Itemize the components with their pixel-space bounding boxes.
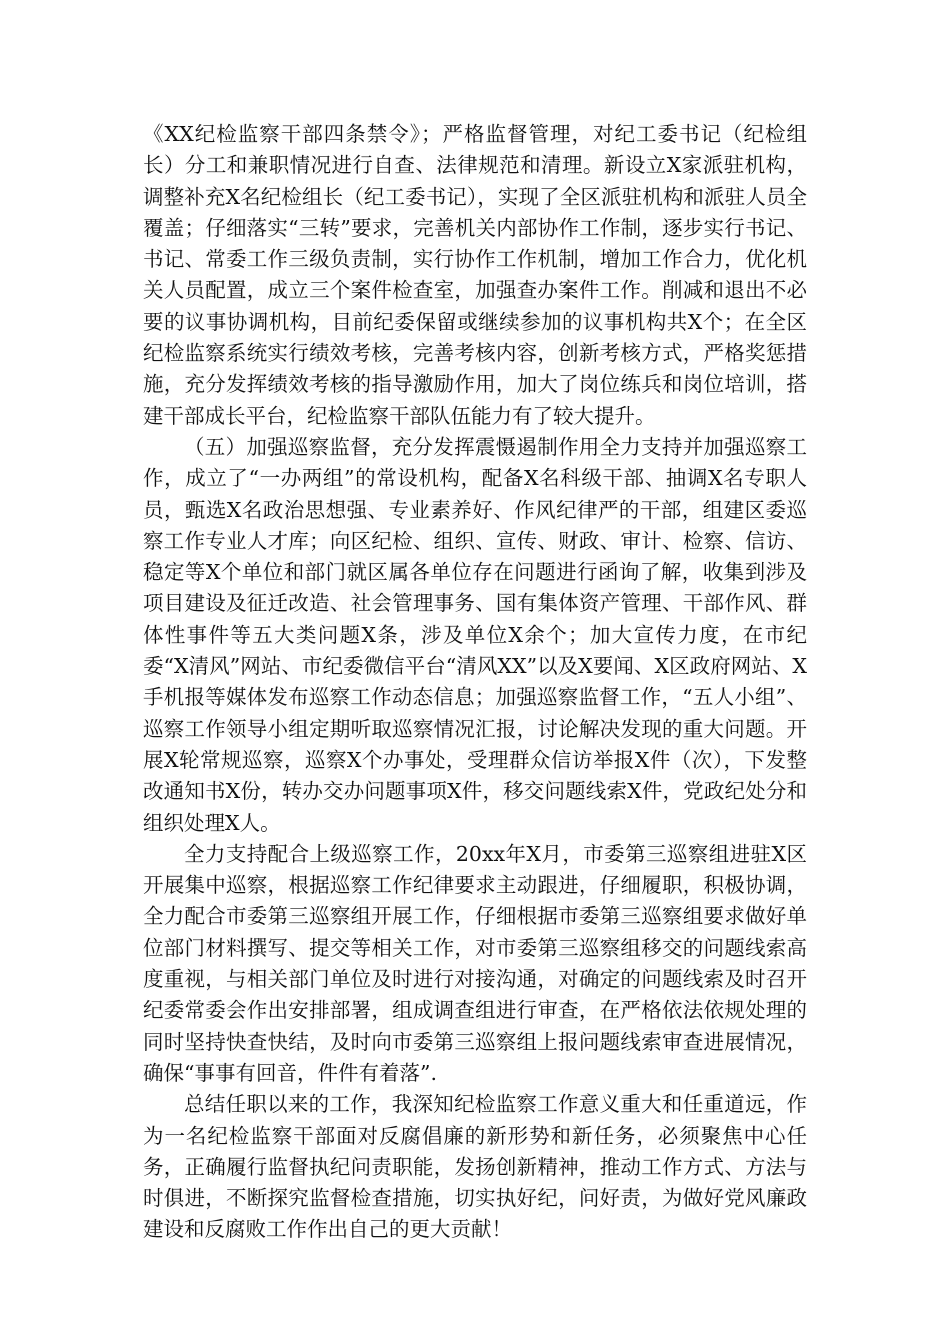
- paragraph-inspection-supervision: （五）加强巡察监督，充分发挥震慑遏制作用全力支持并加强巡察工作，成立了“一办两组”的常设机构，配备X名科级干部、抽调X名专职人员，甄选X名政治思想强、专业素养好、作风纪律严的干部，组建区委巡察工作专业人才库；向区纪检、组织、宣传、财政、审计、检察、信访、稳定等X个单位和部门就区属各单位存在问题进行函询了解，收集到涉及项目建设及征迁改造、社会管理事务、国有集体资产管理、干部作风、群体性事件等五大类问题X条，涉及单位X余个；加大宣传力度，在市纪委“X清风”网站、市纪委微信平台“清风XX”以及X要闻、X区政府网站、X手机报等媒体发布巡察工作动态信息；加强巡察监督工作，“五人小组”、巡察工作领导小组定期听取巡察情况汇报，讨论解决发现的重大问题。开展X轮常规巡察，巡察X个办事处，受理群众信访举报X件（次），下发整改通知书X份，转办交办问题事项X件，移交问题线索X件，党政纪处分和组织处理X人。: [143, 434, 807, 835]
- paragraph-summary: 总结任职以来的工作，我深知纪检监察工作意义重大和任重道远，作为一名纪检监察干部面对反腐倡廉的新形势和新任务，必须聚焦中心任务，正确履行监督执纪问责职能，发扬创新精神，推动工作方式、方法与时俱进，不断探究监督检查措施，切实执好纪，问好责，为做好党风廉政建设和反腐败工作作出自己的更大贡献！: [143, 1092, 807, 1242]
- document-body: [143, 119, 807, 1246]
- paragraph-support-superior-inspection: 全力支持配合上级巡察工作，20xx年X月，市委第三巡察组进驻X区开展集中巡察，根据巡察工作纪律要求主动跟进，仔细履职，积极协调，全力配合市委第三巡察组开展工作，仔细根据市委第三巡察组要求做好单位部门材料撰写、提交等相关工作，对市委第三巡察组移交的问题线索高度重视，与相关部门单位及时进行对接沟通，对确定的问题线索及时召开纪委常委会作出安排部署，组成调查组进行审查，在严格依法依规处理的同时坚持快查快结，及时向市委第三巡察组上报问题线索审查进展情况，确保“事事有回音，件件有着落”.: [143, 841, 807, 1085]
- paragraph-continuation: 《XX纪检监察干部四条禁令》；严格监督管理，对纪工委书记（纪检组长）分工和兼职情况进行自查、法律规范和清理。新设立X家派驻机构，调整补充X名纪检组长（纪工委书记），实现了全区派驻机构和派驻人员全覆盖；仔细落实“三转”要求，完善机关内部协作工作制，逐步实行书记、书记、常委工作三级负责制，实行协作工作机制，增加工作合力，优化机关人员配置，成立三个案件检查室，加强查办案件工作。削减和退出不必要的议事协调机构，目前纪委保留或继续参加的议事机构共X个；在全区纪检监察系统实行绩效考核，完善考核内容，创新考核方式，严格奖惩措施，充分发挥绩效考核的指导激励作用，加大了岗位练兵和岗位培训，搭建干部成长平台，纪检监察干部队伍能力有了较大提升。: [143, 122, 807, 428]
